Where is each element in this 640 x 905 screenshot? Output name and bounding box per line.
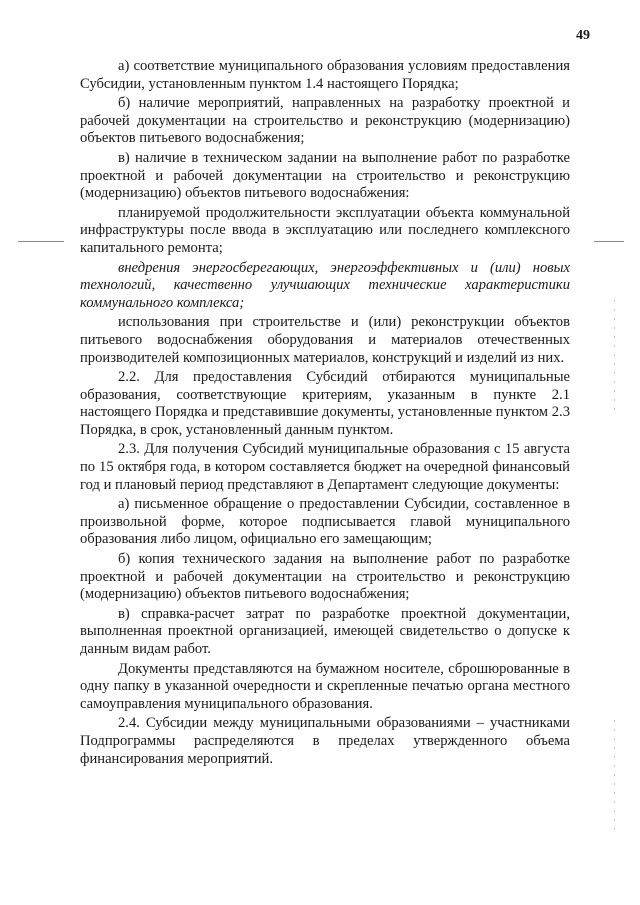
paragraph-condition-v: в) наличие в техническом задании на выполнение работ по разработке проектной и рабочей документации на строительство и реконструкцию (модернизацию) объектов питьевого водоснабжения: (80, 149, 570, 202)
paragraph-energy-saving: внедрения энергосберегающих, энергоэффективных и (или) новых технологий, качественно улучшающих технические характеристики коммунального комплекса; (80, 259, 570, 311)
paragraph-operation-duration: планируемой продолжительности эксплуатации объекта коммунальной инфраструктуры после ввода в эксплуатацию или последнего комплексного капитального ремонта; (80, 204, 570, 256)
paragraph-section-2-4: 2.4. Субсидии между муниципальными образованиями – участниками Подпрограммы распределяются в пределах утвержденного объема финансирования мероприятий. (80, 715, 570, 767)
scan-artifact-dots-lower (614, 720, 615, 830)
paragraph-domestic-materials: использования при строительстве и (или) реконструкции объектов питьевого водоснабжения оборудования и материалов отечественных производителей композиционных материалов, конструкций и изделий из них. (80, 314, 570, 366)
scan-artifact-left (18, 241, 64, 242)
scan-artifact-right (594, 241, 624, 242)
paragraph-documents-submission: Документы представляются на бумажном носителе, сброшюрованные в одну папку в указанной очередности и скрепленные печатью органа местного самоуправления муниципального образования. (80, 660, 570, 712)
paragraph-condition-a: а) соответствие муниципального образования условиям предоставления Субсидии, установленным пунктом 1.4 настоящего Порядка; (80, 58, 570, 92)
paragraph-condition-b: б) наличие мероприятий, направленных на разработку проектной и рабочей документации на строительство и реконструкцию (модернизацию) объектов питьевого водоснабжения; (80, 95, 570, 147)
paragraph-document-a: а) письменное обращение о предоставлении Субсидии, составленное в произвольной форме, которое подписывается главой муниципального образования либо лицом, официально его замещающим; (80, 496, 570, 548)
paragraph-document-b: б) копия технического задания на выполнение работ по разработке проектной и рабочей документации на строительство и реконструкцию (модернизацию) объектов питьевого водоснабжения; (80, 551, 570, 603)
paragraph-section-2-2: 2.2. Для предоставления Субсидий отбираются муниципальные образования, соответствующие критериям, указанным в пункте 2.1 настоящего Порядка и представившие документы, установленные пунктом 2.3 Порядка, в срок, установленный данным пунктом. (80, 369, 570, 438)
paragraph-section-2-3: 2.3. Для получения Субсидий муниципальные образования с 15 августа по 15 октября года, в котором составляется бюджет на очередной финансовый год и плановый период представляют в Департамент следующие документы: (80, 441, 570, 493)
scan-artifact-dots-upper (614, 300, 615, 410)
page-number: 49 (576, 28, 590, 43)
paragraph-document-v: в) справка-расчет затрат по разработке проектной документации, выполненная проектной организацией, имеющей свидетельство о допуске к данным видам работ. (80, 605, 570, 657)
document-body (80, 58, 570, 770)
